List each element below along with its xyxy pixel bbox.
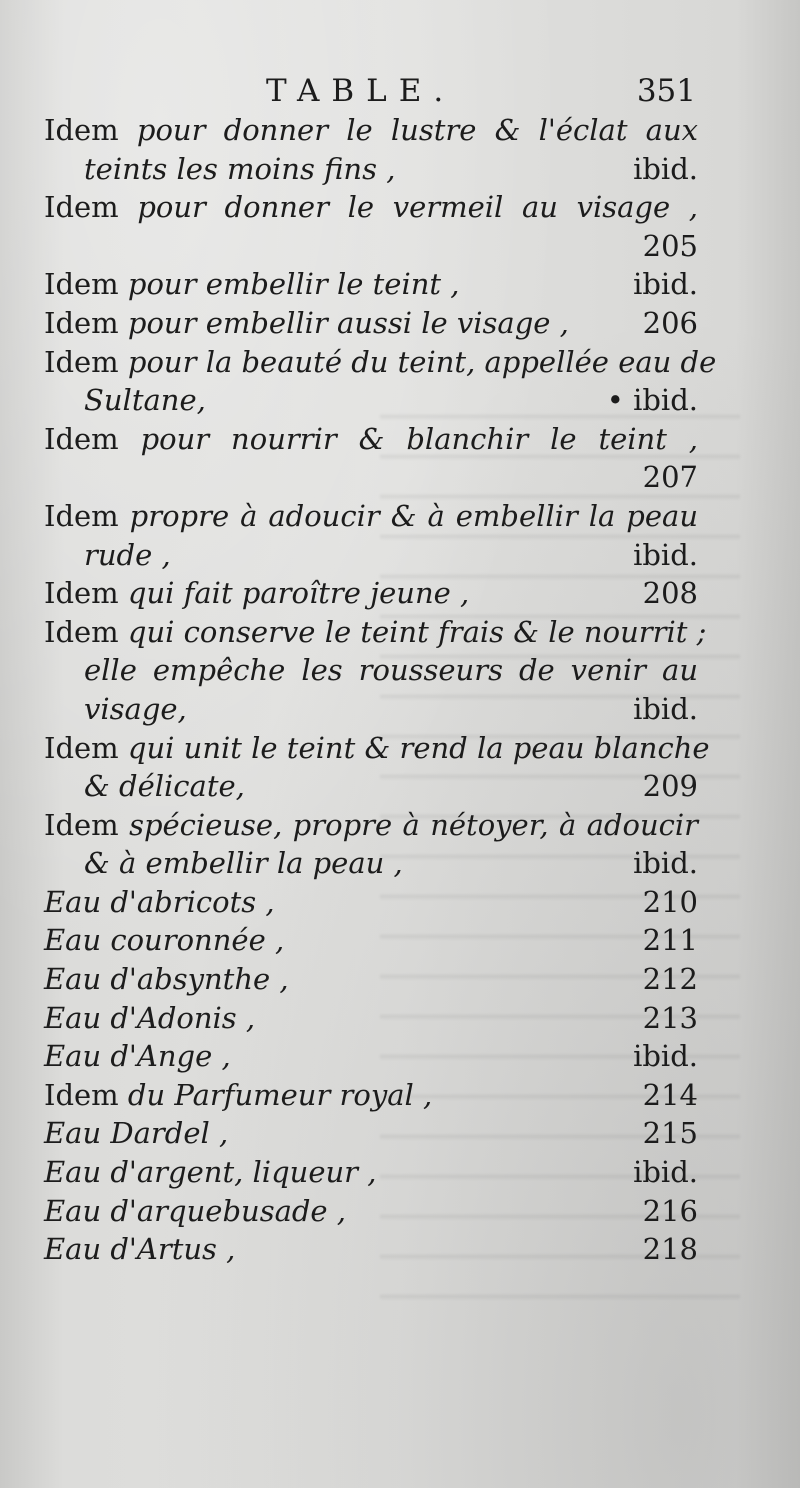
entry-line <box>0 420 800 459</box>
entry-text: pour embellir aussi le visage , <box>127 305 569 340</box>
entry-text: pour la beauté du teint, appellée eau de <box>127 344 717 379</box>
entry-text: Eau d'arquebusade , <box>44 1193 347 1228</box>
entry-text-wrap <box>44 806 698 845</box>
index-entries <box>0 111 800 1269</box>
index-entry <box>0 304 800 343</box>
entry-text: Eau d'Adonis , <box>44 1000 256 1035</box>
entry-text: Sultane, <box>84 383 206 418</box>
entry-page-reference: 216 <box>642 1193 698 1228</box>
entry-page-reference: ibid. <box>633 537 698 572</box>
entry-text-wrap <box>44 1232 235 1266</box>
entry-text: pour embellir le teint , <box>127 267 460 302</box>
entry-continuation-line <box>0 844 800 883</box>
index-entry <box>0 574 800 613</box>
index-entry <box>0 806 800 883</box>
entry-text: & à embellir la peau , <box>84 846 403 881</box>
entry-line <box>0 960 800 999</box>
entry-page-reference: 207 <box>642 460 698 495</box>
entry-text: Eau couronnée , <box>44 923 285 958</box>
entry-text-wrap <box>44 885 275 919</box>
entry-page-reference: 210 <box>642 884 698 919</box>
entry-continuation-line <box>0 227 800 266</box>
entry-text-wrap <box>44 497 698 536</box>
entry-continuation-line <box>0 536 800 575</box>
entry-page-reference: 206 <box>642 305 698 340</box>
entry-text-wrap <box>44 1078 432 1112</box>
entry-page-reference: 211 <box>642 923 698 958</box>
entry-text: Eau d'absynthe , <box>44 962 289 997</box>
entry-line <box>0 497 800 536</box>
entry-text-wrap <box>44 613 707 652</box>
entry-text-wrap <box>84 538 171 572</box>
entry-head-word: Idem <box>44 576 119 611</box>
entry-text-wrap <box>44 188 698 227</box>
entry-head-word: Idem <box>44 113 119 147</box>
entry-head-word: Idem <box>44 421 119 456</box>
entry-page-reference: ibid. <box>633 151 698 186</box>
index-entry <box>0 613 800 729</box>
index-entry <box>0 960 800 999</box>
entry-text: pour donner le vermeil au visage , <box>137 190 699 225</box>
page-title: TABLE. <box>266 73 456 109</box>
entry-text-wrap <box>44 111 698 150</box>
entry-text-wrap <box>84 692 187 726</box>
entry-head-word: Idem <box>44 344 119 379</box>
entry-text-wrap <box>44 420 698 459</box>
entry-line <box>0 265 800 304</box>
entry-text: propre à adoucir & à embellir la peau <box>129 498 698 533</box>
index-entry <box>0 921 800 960</box>
entry-line <box>0 574 800 613</box>
entry-page-reference: 214 <box>642 1077 698 1112</box>
entry-text-wrap <box>84 769 245 803</box>
entry-text: rude , <box>84 537 171 572</box>
entry-text-wrap <box>44 1155 376 1189</box>
page-number: 351 <box>636 73 696 109</box>
entry-continuation-line <box>0 381 800 420</box>
entry-continuation-line <box>0 651 800 690</box>
entry-text: spécieuse, propre à nétoyer, à adoucir <box>129 807 699 842</box>
entry-page-reference: ibid. <box>633 267 698 302</box>
index-entry <box>0 729 800 806</box>
entry-page-reference: 215 <box>642 1116 698 1151</box>
entry-line <box>0 188 800 227</box>
entry-text: & délicate, <box>84 769 245 804</box>
entry-text: Eau d'argent, liqueur , <box>44 1155 377 1190</box>
entry-head-word: Idem <box>44 305 119 340</box>
entry-text: visage, <box>84 691 187 726</box>
entry-line <box>0 1153 800 1192</box>
entry-text-wrap <box>44 1001 255 1035</box>
entry-page-reference: 218 <box>642 1232 698 1267</box>
entry-page-reference: ibid. <box>633 1039 698 1074</box>
entry-text-wrap <box>84 651 698 690</box>
index-entry <box>0 1153 800 1192</box>
entry-page-reference: • ibid. <box>606 383 698 418</box>
entry-text-wrap <box>44 343 717 382</box>
entry-text-wrap <box>44 1194 346 1228</box>
entry-text-wrap <box>44 729 710 768</box>
entry-line <box>0 304 800 343</box>
index-entry <box>0 1230 800 1269</box>
entry-line <box>0 921 800 960</box>
entry-line <box>0 806 800 845</box>
index-entry <box>0 883 800 922</box>
index-entry <box>0 1192 800 1231</box>
entry-page-reference: 208 <box>642 576 698 611</box>
entry-text: teints les moins fins , <box>84 151 396 186</box>
entry-text: Eau d'Artus , <box>44 1232 236 1267</box>
index-entry <box>0 999 800 1038</box>
entry-text: pour donner le lustre & l'éclat aux <box>136 113 699 147</box>
entry-text: Eau d'Ange , <box>44 1039 231 1074</box>
entry-continuation-line <box>0 150 800 189</box>
entry-line <box>0 999 800 1038</box>
entry-page-reference: 209 <box>642 769 698 804</box>
entry-line <box>0 1192 800 1231</box>
entry-text: qui fait paroître jeune , <box>127 576 470 611</box>
entry-line <box>0 883 800 922</box>
entry-line <box>0 343 800 382</box>
entry-continuation-line <box>0 690 800 729</box>
entry-line <box>0 1114 800 1153</box>
entry-page-reference: 213 <box>642 1000 698 1035</box>
entry-text: Eau d'abricots , <box>44 884 275 919</box>
entry-head-word: Idem <box>44 267 119 302</box>
entry-text: qui conserve le teint frais & le nourrit ; <box>127 614 707 649</box>
entry-text: pour nourrir & blanchir le teint , <box>140 421 698 456</box>
entry-text-wrap <box>44 1039 231 1073</box>
entry-continuation-line <box>0 767 800 806</box>
entry-text-wrap <box>44 576 469 610</box>
entry-line <box>0 1076 800 1115</box>
index-entry <box>0 1076 800 1115</box>
index-entry <box>0 265 800 304</box>
index-entry <box>0 1114 800 1153</box>
entry-page-reference: 205 <box>642 228 698 263</box>
entry-text-wrap <box>84 383 206 417</box>
entry-head-word: Idem <box>44 498 119 533</box>
entry-head-word: Idem <box>44 1077 119 1112</box>
entry-page-reference: ibid. <box>633 1155 698 1190</box>
index-entry <box>0 111 800 188</box>
entry-head-word: Idem <box>44 614 119 649</box>
entry-continuation-line <box>0 458 800 497</box>
index-entry <box>0 343 800 420</box>
entry-head-word: Idem <box>44 807 119 842</box>
entry-text-wrap <box>44 267 460 301</box>
entry-page-reference: ibid. <box>633 846 698 881</box>
entry-page-reference: 212 <box>642 962 698 997</box>
index-entry <box>0 420 800 497</box>
index-entry <box>0 188 800 265</box>
entry-text: qui unit le teint & rend la peau blanche <box>127 730 710 765</box>
entry-line <box>0 111 800 150</box>
entry-text-wrap <box>44 962 289 996</box>
entry-line <box>0 1037 800 1076</box>
entry-text-wrap <box>44 923 284 957</box>
entry-text-wrap <box>84 152 395 186</box>
entry-line <box>0 613 800 652</box>
entry-head-word: Idem <box>44 730 119 765</box>
index-entry <box>0 1037 800 1076</box>
entry-page-reference: ibid. <box>633 691 698 726</box>
page-header <box>0 70 800 112</box>
entry-text-wrap <box>84 846 403 880</box>
entry-text-wrap <box>44 1116 228 1150</box>
index-entry <box>0 497 800 574</box>
entry-head-word: Idem <box>44 190 119 225</box>
entry-text: elle empêche les rousseurs de venir au <box>84 653 698 688</box>
entry-text-wrap <box>44 306 569 340</box>
entry-text: du Parfumeur royal , <box>127 1077 433 1112</box>
entry-line <box>0 729 800 768</box>
entry-line <box>0 1230 800 1269</box>
entry-text: Eau Dardel , <box>44 1116 229 1151</box>
